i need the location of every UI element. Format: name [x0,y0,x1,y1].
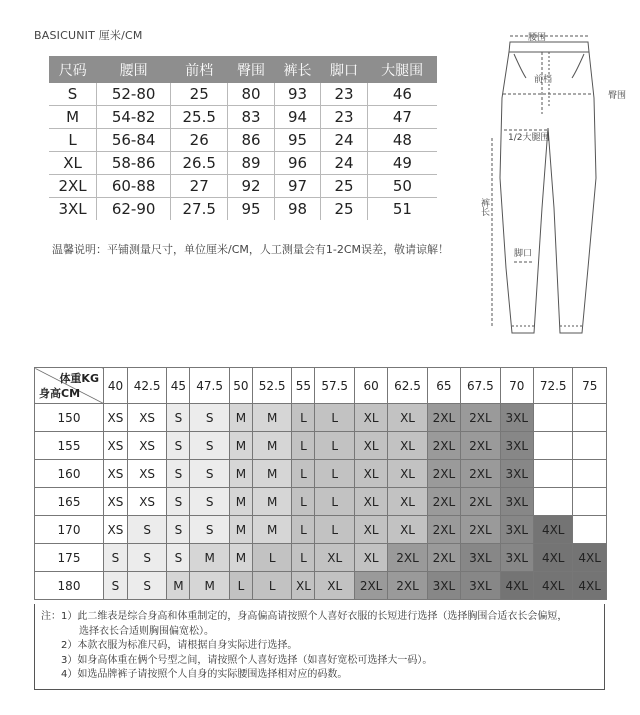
weight-header: 57.5 [315,368,354,404]
recommended-size-cell: M [229,488,252,516]
recommended-size-cell: 4XL [573,544,607,572]
recommended-size-cell: 3XL [500,404,533,432]
diagram-label-hem: 脚口 [514,249,533,259]
size-cell: 23 [321,83,367,106]
size-column-header: 臀围 [228,56,274,83]
recommended-size-cell [573,488,607,516]
recommended-size-cell: S [190,460,229,488]
height-label: 155 [35,432,104,460]
recommended-size-cell: L [292,544,315,572]
size-cell: 48 [367,129,437,152]
height-label: 165 [35,488,104,516]
note-line: 注：1）此二维表是综合身高和体重制定的，身高偏高请按照个人喜好衣服的长短进行选择（选择胸围合适衣长会偏短， [41,611,568,622]
note-line: 2）本款衣服为标准尺码，请根据自身实际进行选择。 [61,640,298,651]
recommended-size-cell: 2XL [427,432,460,460]
note-line: 选择衣长合适则胸围偏宽松）。 [79,625,214,637]
size-cell: 52-80 [97,83,171,106]
recommended-size-cell: S [167,404,190,432]
recommended-size-cell: 3XL [427,572,460,600]
recommended-size-cell: L [315,460,354,488]
recommended-size-cell: XL [354,460,387,488]
recommended-size-cell: 3XL [461,544,500,572]
recommended-size-cell: M [190,572,229,600]
recommended-size-cell: XL [354,488,387,516]
recommended-size-cell [573,404,607,432]
recommended-size-cell: 3XL [500,460,533,488]
size-row [49,83,437,106]
height-label: 180 [35,572,104,600]
size-cell: L [49,129,97,152]
note-line: 3）如身高体重在俩个号型之间，请按照个人喜好选择（如喜好宽松可选择大一码）。 [61,654,433,666]
weight-header-row [35,368,607,404]
recommended-size-cell: XL [354,544,387,572]
diagram-label-length: 裤长 [479,198,489,216]
size-column-header: 前档 [171,56,228,83]
size-cell: 56-84 [97,129,171,152]
recommended-size-cell: 2XL [354,572,387,600]
size-cell: 25 [171,83,228,106]
diagram-label-front-rise: 前档 [534,75,553,85]
size-cell: 25 [321,175,367,198]
size-cell: 92 [228,175,274,198]
height-row [35,404,607,432]
recommended-size-cell [534,488,573,516]
size-cell: 46 [367,83,437,106]
size-row [49,175,437,198]
recommended-size-cell: XS [104,488,128,516]
size-cell: 86 [228,129,274,152]
recommended-size-cell: XS [127,404,166,432]
weight-header: 50 [229,368,252,404]
weight-header: 47.5 [190,368,229,404]
recommended-size-cell [534,404,573,432]
size-cell: 2XL [49,175,97,198]
size-cell: 89 [228,152,274,175]
recommended-size-cell: M [229,544,252,572]
recommended-size-cell [573,460,607,488]
recommended-size-cell: S [167,488,190,516]
recommended-size-cell: 4XL [534,572,573,600]
height-row [35,488,607,516]
recommended-size-cell: 2XL [461,404,500,432]
recommended-size-cell: XL [292,572,315,600]
size-cell: S [49,83,97,106]
pants-diagram [470,28,640,358]
height-label: 175 [35,544,104,572]
recommended-size-cell: S [167,432,190,460]
recommended-size-cell: 2XL [388,572,427,600]
recommended-size-cell: S [190,404,229,432]
recommended-size-cell: M [252,488,291,516]
size-cell: 97 [274,175,320,198]
recommended-size-cell: XL [388,488,427,516]
recommended-size-cell: 2XL [461,460,500,488]
recommended-size-cell: 3XL [461,572,500,600]
size-table [49,56,437,220]
recommended-size-cell [573,432,607,460]
recommended-size-cell: 4XL [534,544,573,572]
size-cell: 50 [367,175,437,198]
recommended-size-cell: S [190,488,229,516]
recommended-size-cell: L [252,544,291,572]
recommended-size-cell: 2XL [427,460,460,488]
recommended-size-cell: XS [127,432,166,460]
recommended-size-cell: L [252,572,291,600]
size-cell: 94 [274,106,320,129]
recommended-size-cell: S [127,544,166,572]
recommended-size-cell: XL [315,572,354,600]
size-cell: 95 [228,198,274,221]
recommended-size-cell: L [229,572,252,600]
weight-header: 52.5 [252,368,291,404]
recommended-size-cell: XL [388,432,427,460]
diagram-label-waist: 腰围 [528,33,547,43]
recommended-size-cell: 2XL [461,516,500,544]
corner-weight-label: 体重KG [59,372,99,385]
recommended-size-cell: M [252,404,291,432]
size-cell: 54-82 [97,106,171,129]
height-row [35,432,607,460]
recommended-size-cell: XS [104,432,128,460]
height-label: 160 [35,460,104,488]
size-cell: 96 [274,152,320,175]
weight-header: 40 [104,368,128,404]
size-recommendation-table [34,367,607,600]
recommended-size-cell: 2XL [461,432,500,460]
recommended-size-cell: 2XL [427,488,460,516]
recommended-size-cell: XL [354,404,387,432]
recommended-size-cell: M [252,460,291,488]
size-column-header: 腰围 [97,56,171,83]
recommended-size-cell: L [315,432,354,460]
recommended-size-cell: 3XL [500,488,533,516]
recommended-size-cell: 3XL [500,544,533,572]
recommended-size-cell: M [252,432,291,460]
recommended-size-cell [534,460,573,488]
size-cell: 95 [274,129,320,152]
recommended-size-cell: S [104,572,128,600]
size-cell: 58-86 [97,152,171,175]
size-column-header: 尺码 [49,56,97,83]
recommended-size-cell: M [252,516,291,544]
size-cell: 23 [321,106,367,129]
weight-header: 70 [500,368,533,404]
recommended-size-cell: 2XL [427,544,460,572]
size-cell: 26.5 [171,152,228,175]
recommended-size-cell: XS [104,516,128,544]
size-cell: 62-90 [97,198,171,221]
corner-cell [35,368,104,404]
size-cell: 60-88 [97,175,171,198]
recommended-size-cell: XL [315,544,354,572]
recommended-size-cell: 2XL [427,516,460,544]
size-cell: 25.5 [171,106,228,129]
height-label: 170 [35,516,104,544]
recommended-size-cell: L [292,432,315,460]
recommended-size-cell: L [292,404,315,432]
recommended-size-cell: M [167,572,190,600]
recommended-size-cell: S [190,516,229,544]
measurement-note: 温馨说明：平铺测量尺寸，单位厘米/CM，人工测量会有1-2CM误差，敬请谅解！ [52,243,450,256]
weight-header: 42.5 [127,368,166,404]
brand-label: BASICUNIT 厘米/CM [34,29,143,42]
recommended-size-cell: XS [104,460,128,488]
recommended-size-cell [573,516,607,544]
weight-header: 62.5 [388,368,427,404]
weight-header: 60 [354,368,387,404]
recommended-size-cell: 2XL [461,488,500,516]
note-line: 4）如选品牌裤子请按照个人自身的实际腰围选择相对应的码数。 [61,669,348,680]
size-row [49,198,437,221]
size-cell: 47 [367,106,437,129]
recommended-size-cell: S [167,516,190,544]
recommended-size-cell: XL [388,516,427,544]
recommended-size-cell: XS [104,404,128,432]
size-table-header [49,56,437,83]
size-cell: M [49,106,97,129]
recommended-size-cell: XL [354,516,387,544]
corner-height-label: 身高CM [39,387,81,400]
recommended-size-cell: XS [127,460,166,488]
size-row [49,129,437,152]
recommended-size-cell: S [167,460,190,488]
weight-header: 45 [167,368,190,404]
weight-header: 72.5 [534,368,573,404]
size-cell: 27.5 [171,198,228,221]
recommended-size-cell: M [229,516,252,544]
size-cell: 83 [228,106,274,129]
height-row [35,572,607,600]
size-cell: 27 [171,175,228,198]
recommended-size-cell: 2XL [427,404,460,432]
recommended-size-cell: M [190,544,229,572]
recommended-size-cell: L [315,516,354,544]
size-cell: 93 [274,83,320,106]
recommended-size-cell: 3XL [500,432,533,460]
height-label: 150 [35,404,104,432]
size-cell: 80 [228,83,274,106]
size-cell: 26 [171,129,228,152]
size-notes [34,604,605,690]
recommended-size-cell: XL [388,404,427,432]
weight-header: 55 [292,368,315,404]
size-cell: 25 [321,198,367,221]
recommended-size-cell: 4XL [500,572,533,600]
recommended-size-cell: XL [354,432,387,460]
recommended-size-cell [534,432,573,460]
size-cell: 98 [274,198,320,221]
recommended-size-cell: L [292,516,315,544]
recommended-size-cell: 2XL [388,544,427,572]
recommended-size-cell: S [127,516,166,544]
recommended-size-cell: M [229,404,252,432]
size-column-header: 裤长 [274,56,320,83]
size-column-header: 大腿围 [367,56,437,83]
weight-header: 67.5 [461,368,500,404]
recommended-size-cell: S [104,544,128,572]
size-cell: 3XL [49,198,97,221]
size-cell: 24 [321,152,367,175]
recommended-size-cell: S [167,544,190,572]
height-row [35,544,607,572]
recommended-size-cell: M [229,432,252,460]
recommended-size-cell: XL [388,460,427,488]
recommended-size-cell: M [229,460,252,488]
recommended-size-cell: S [127,572,166,600]
size-row [49,152,437,175]
recommended-size-cell: 3XL [500,516,533,544]
height-row [35,460,607,488]
size-cell: 24 [321,129,367,152]
size-cell: 51 [392,200,412,218]
height-row [35,516,607,544]
diagram-label-half-thigh: 1/2大腿围 [508,133,550,143]
pants-waistband [509,42,589,52]
recommended-size-cell: 4XL [573,572,607,600]
weight-header: 75 [573,368,607,404]
size-cell: XL [49,152,97,175]
size-cell: 49 [367,152,437,175]
recommended-size-cell: 4XL [534,516,573,544]
recommended-size-cell: XS [127,488,166,516]
weight-header: 65 [427,368,460,404]
recommended-size-cell: S [190,432,229,460]
recommended-size-cell: L [292,488,315,516]
size-row [49,106,437,129]
recommended-size-cell: L [292,460,315,488]
size-column-header: 脚口 [321,56,367,83]
recommended-size-cell: L [315,488,354,516]
recommended-size-cell: L [315,404,354,432]
diagram-label-hip: 臀围 [608,91,627,101]
